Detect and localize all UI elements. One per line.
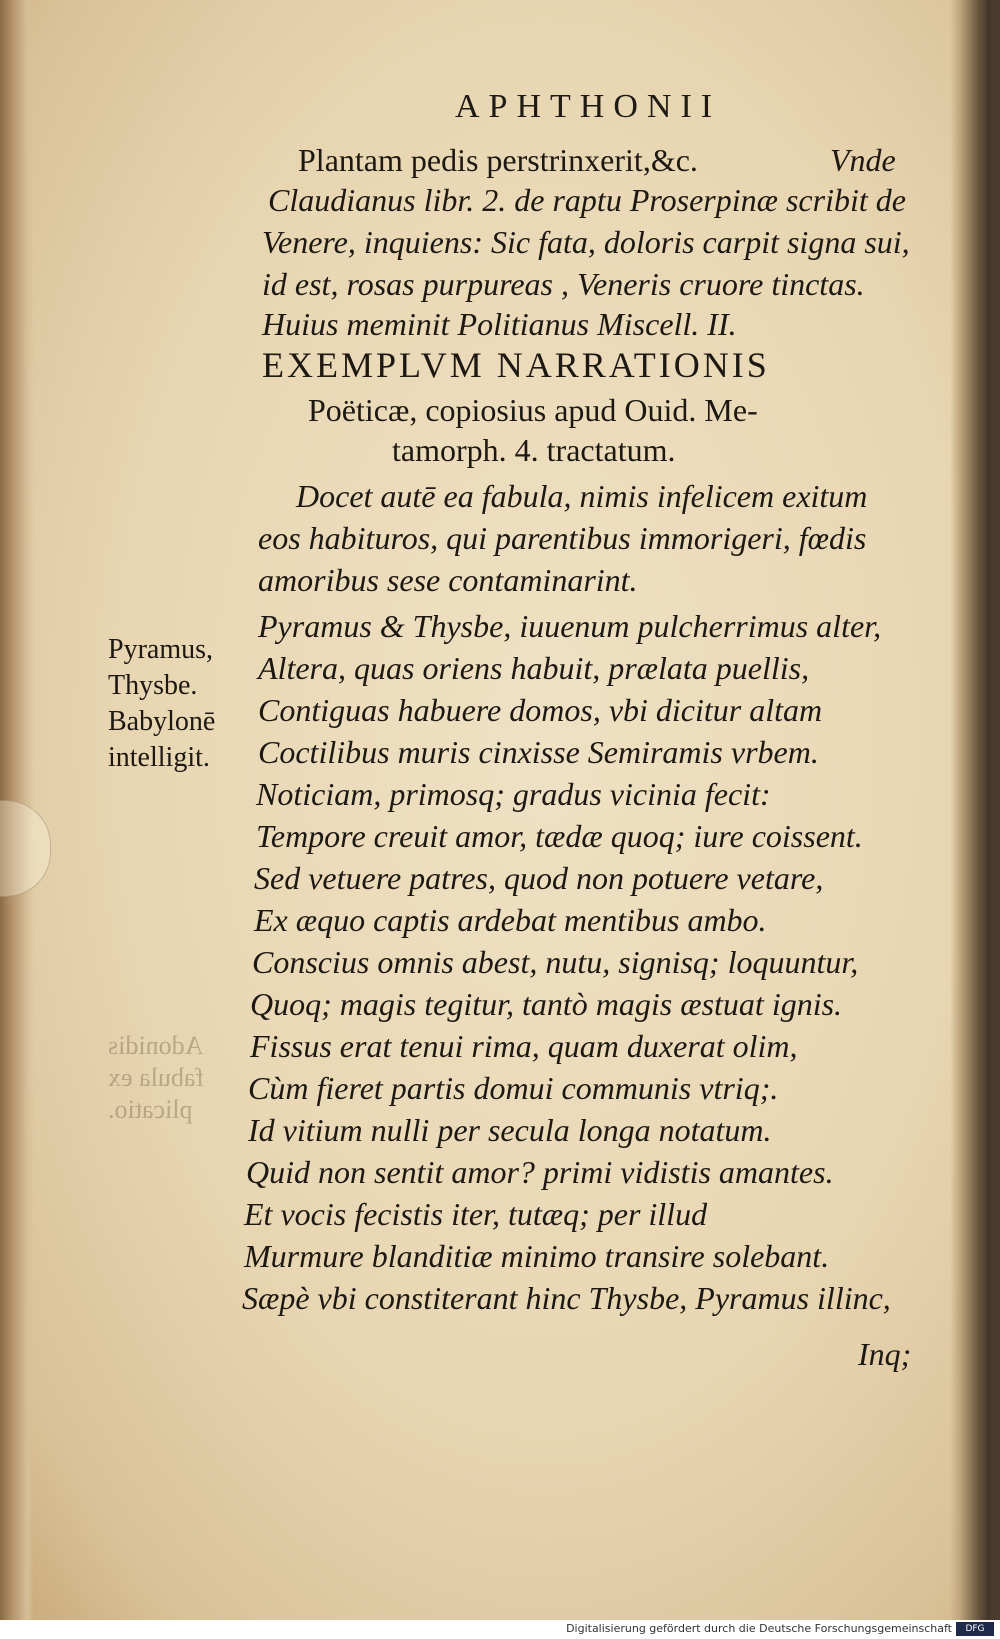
page-tab-marker — [0, 800, 51, 897]
text-line-2: Claudianus libr. 2. de raptu Proserpinæ scribit de — [268, 182, 906, 218]
verse-line-9: Conscius omnis abest, nutu, signisq; loquuntur, — [252, 944, 859, 980]
footer-credit: Digitalisierung gefördert durch die Deutsche Forschungsgemeinschaft — [566, 1622, 952, 1635]
verse-line-1: Pyramus & Thysbe, iuuenum pulcherrimus alter, — [258, 608, 882, 644]
section-heading: EXEMPLVM NARRATIONIS — [262, 345, 770, 385]
verse-line-13: Id vitium nulli per secula longa notatum. — [248, 1112, 772, 1148]
text-line-1b: Vnde — [830, 142, 896, 178]
margin-note-line: Babylonē — [108, 706, 216, 737]
verse-line-6: Tempore creuit amor, tædæ quoq; iure coissent. — [256, 818, 863, 854]
section-heading-line-2: Poëticæ, copiosius apud Ouid. Me- — [308, 392, 758, 428]
verse-line-8: Ex æquo captis ardebat mentibus ambo. — [254, 902, 767, 938]
bleed-through-text — [108, 1030, 248, 1126]
verse-line-15: Et vocis fecistis iter, tutæq; per illud — [244, 1196, 708, 1232]
verse-line-11: Fissus erat tenui rima, quam duxerat olim, — [250, 1028, 798, 1064]
verse-line-14: Quid non sentit amor? primi vidistis amantes. — [246, 1154, 834, 1190]
catchword: Inq; — [858, 1336, 912, 1372]
text-line-5: Huius meminit Politianus Miscell. II. — [262, 306, 737, 342]
verse-line-10: Quoq; magis tegitur, tantò magis æstuat ignis. — [250, 986, 843, 1022]
page-edge-shadow — [950, 0, 990, 1620]
margin-note-line: Pyramus, — [108, 634, 213, 665]
text-line-11: amoribus sese contaminarint. — [258, 562, 638, 598]
section-heading-line-3: tamorph. 4. tractatum. — [392, 432, 676, 468]
text-line-1: Plantam pedis perstrinxerit,&c. — [298, 142, 698, 178]
running-head: APHTHONII — [455, 88, 722, 125]
margin-note-line: Thysbe. — [108, 670, 198, 701]
bleed-line: plicatio. — [108, 1095, 193, 1124]
verse-line-2: Altera, quas oriens habuit, prælata puellis, — [258, 650, 810, 686]
dfg-logo-icon: DFG — [956, 1622, 994, 1636]
verse-line-17: Sæpè vbi constiterant hinc Thysbe, Pyramus illinc, — [242, 1280, 891, 1316]
verse-line-5: Noticiam, primosq; gradus vicinia fecit: — [256, 776, 771, 812]
verse-line-12: Cùm fieret partis domui communis vtriq;. — [248, 1070, 779, 1106]
margin-note-line: intelligit. — [108, 742, 210, 773]
text-line-9: Docet autē ea fabula, nimis infelicem exitum — [296, 478, 868, 514]
bleed-line: fabula ex — [108, 1063, 205, 1092]
verse-line-16: Murmure blanditiæ minimo transire solebant. — [244, 1238, 830, 1274]
footer-bar — [0, 1620, 1000, 1639]
text-line-10: eos habituros, qui parentibus immorigeri, fœdis — [258, 520, 867, 556]
verse-line-3: Contiguas habuere domos, vbi dicitur altam — [258, 692, 823, 728]
bleed-line: Adonidis — [108, 1031, 204, 1060]
margin-note — [108, 632, 248, 776]
text-line-3: Venere, inquiens: Sic fata, doloris carpit signa sui, — [262, 224, 910, 260]
verse-line-4: Coctilibus muris cinxisse Semiramis vrbem. — [258, 734, 819, 770]
verse-line-7: Sed vetuere patres, quod non potuere vetare, — [254, 860, 824, 896]
text-line-4: id est, rosas purpureas , Veneris cruore tinctas. — [262, 266, 865, 302]
